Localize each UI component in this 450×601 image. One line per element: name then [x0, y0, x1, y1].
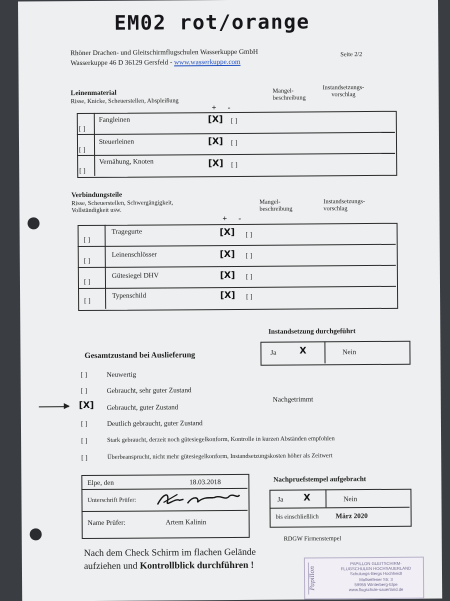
minus-label: -: [227, 102, 231, 113]
column-defect-description: Mangel- beschreibung: [259, 198, 293, 213]
stamp-text: PAPILLON GLEITSCHIRM- FLUGSCHULEN HOCHSAUERLAND Schulungs-Bergs Hochheidt Mollseifener Str. 3 59955 Winterberg-Elpe www.flugschule-sauerland.de: [340, 560, 412, 593]
plus-checkbox[interactable]: [X]: [219, 270, 236, 282]
minus-checkbox[interactable]: [ ]: [246, 292, 253, 301]
recheck-stamp-title: Nachpruefstempel aufgebracht: [273, 475, 367, 484]
inspector-name-label: Name Prüfer:: [87, 518, 126, 527]
row-checkbox[interactable]: [ ]: [83, 235, 91, 245]
condition-label: Überbeansprucht, nicht mehr gütesiegelkonform, Instandsetzungskosten höher als Zeitwert: [107, 452, 333, 461]
inspector-name: Artem Kalinin: [165, 518, 207, 527]
company-address: Wasserkuppe 46 D 36129 Gersfeld - www.wasserkuppe.com: [70, 57, 241, 68]
condition-checkbox[interactable]: [ ]: [80, 386, 88, 396]
inspection-sheet: [18, 0, 442, 601]
condition-label: Neuwertig: [106, 370, 137, 379]
plus-checkbox[interactable]: [X]: [207, 137, 224, 148]
row-label: Vernähung, Knoten: [99, 157, 154, 166]
row-checkbox[interactable]: [ ]: [79, 145, 86, 155]
repair-done-box: [260, 341, 410, 366]
valid-until-label: bis einschließlich: [275, 513, 319, 521]
condition-checkbox[interactable]: [ ]: [81, 453, 88, 463]
plus-checkbox[interactable]: [X]: [219, 227, 235, 239]
place-label: Elpe, den: [87, 478, 114, 487]
overall-condition-title: Gesamtzustand bei Auslieferung: [84, 350, 196, 361]
condition-label: Deutlich gebraucht, guter Zustand: [106, 419, 203, 428]
column-defect-description: Mangel- beschreibung: [272, 87, 306, 102]
company-name: Rhöner Drachen- und Gleitschirmflugschulen Wasserkuppe GmbH: [70, 47, 259, 58]
minus-checkbox[interactable]: [ ]: [231, 160, 238, 169]
row-checkbox[interactable]: [ ]: [79, 166, 86, 176]
footer-instruction-line1: Nach dem Check Schirm im flachen Gelände: [83, 547, 256, 560]
recheck-yes-mark[interactable]: X: [303, 493, 311, 504]
page-number: Seite 2/2: [340, 51, 363, 59]
row-label: Gütesiegel DHV: [111, 271, 159, 280]
row-label: Typenschild: [112, 291, 147, 300]
condition-checkbox[interactable]: [X]: [78, 400, 95, 412]
minus-checkbox[interactable]: [ ]: [245, 272, 253, 281]
retrimmed-note: Nachgetrimmt: [272, 395, 314, 404]
condition-checkbox[interactable]: [ ]: [80, 370, 88, 380]
plus-label: +: [222, 214, 228, 224]
plus-checkbox[interactable]: [X]: [220, 290, 236, 302]
minus-checkbox[interactable]: [ ]: [245, 230, 253, 239]
section-subtitle-leinen: Risse, Knicke, Scheuerstellen, Abspleißung: [70, 97, 179, 106]
plus-checkbox[interactable]: [X]: [207, 115, 224, 126]
condition-label: Gebraucht, guter Zustand: [106, 403, 179, 412]
minus-label: -: [238, 213, 242, 223]
footer-instruction-line2: aufziehen und Kontrollblick durchführen !: [83, 560, 254, 573]
section-title-leinen: Leinenmaterial: [70, 88, 117, 98]
condition-checkbox[interactable]: [ ]: [80, 419, 88, 429]
company-stamp-caption: RDGW Firmenstempel: [283, 535, 342, 543]
minus-checkbox[interactable]: [ ]: [230, 138, 238, 147]
repair-no-label: Nein: [342, 348, 357, 357]
recheck-yes-label: Ja: [277, 495, 284, 504]
column-repair-suggestion: Instandsetzungs- vorschlag: [322, 84, 365, 99]
signature-label: Unterschrift Prüfer:: [87, 496, 137, 504]
repair-yes-mark[interactable]: X: [299, 346, 307, 357]
arrow-icon: [39, 406, 69, 407]
row-checkbox[interactable]: [ ]: [78, 124, 86, 134]
website-link[interactable]: www.wasserkuppe.com: [174, 57, 241, 67]
condition-label: Stark gebraucht, derzeit noch gütesiegelkonform, Kontrolle in kurzen Abständen empfohlen: [107, 435, 335, 444]
punch-hole: [28, 217, 40, 229]
punch-hole: [30, 528, 42, 540]
section-title-verbindung: Verbindungsteile: [71, 190, 123, 200]
minus-checkbox[interactable]: [ ]: [230, 116, 238, 125]
handwritten-title: EM02 rot/orange: [114, 9, 310, 35]
inspection-date: 18.03.2018: [189, 478, 221, 487]
minus-checkbox[interactable]: [ ]: [245, 251, 253, 260]
row-label: Tragegurte: [111, 227, 143, 236]
plus-checkbox[interactable]: [X]: [219, 249, 235, 261]
handwritten-signature: [153, 489, 243, 510]
row-label: Fangleinen: [98, 115, 130, 124]
row-checkbox[interactable]: [ ]: [83, 277, 91, 287]
row-label: Steuerleinen: [98, 137, 135, 146]
section-subtitle-verbindung: Risse, Scheuerstellen, Schwergängigkeit, Vollständigkeit usw.: [71, 199, 174, 215]
condition-label: Gebraucht, sehr guter Zustand: [106, 386, 192, 395]
recheck-no-label: Nein: [343, 495, 358, 504]
plus-checkbox[interactable]: [X]: [208, 159, 224, 170]
column-repair-suggestion: Instandsetzungs- vorschlag: [323, 198, 366, 213]
condition-checkbox[interactable]: [ ]: [81, 436, 88, 446]
plus-label: +: [211, 103, 217, 113]
row-checkbox[interactable]: [ ]: [84, 296, 91, 306]
papillon-logo: Papillon: [308, 562, 329, 594]
row-label: Leinenschlösser: [111, 250, 157, 259]
valid-until-value: März 2020: [335, 512, 368, 521]
row-checkbox[interactable]: [ ]: [83, 256, 91, 266]
repair-done-title: Instandsetzung durchgeführt: [268, 327, 356, 336]
company-stamp: [304, 557, 424, 600]
repair-yes-label: Ja: [270, 348, 277, 357]
